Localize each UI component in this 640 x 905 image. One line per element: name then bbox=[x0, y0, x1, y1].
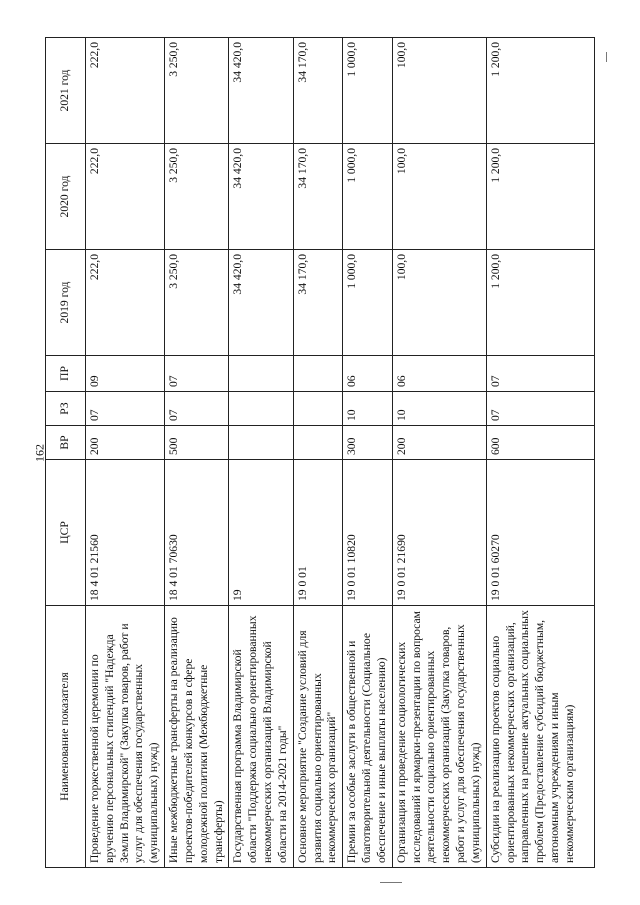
budget-table bbox=[45, 37, 595, 868]
row-csr: 19 bbox=[229, 460, 293, 606]
row-vr: 200 bbox=[392, 426, 486, 460]
table-row bbox=[392, 38, 486, 868]
table-row bbox=[165, 38, 229, 868]
row-rz bbox=[229, 392, 293, 426]
row-csr: 19 0 01 bbox=[293, 460, 342, 606]
row-rz: 10 bbox=[343, 392, 392, 426]
table-row bbox=[229, 38, 293, 868]
row-name: Государственная программа Владимирской области "Поддержка социально ориентированных некоммерческих организаций Владимирской области на 2014-2021 годы" bbox=[229, 606, 293, 868]
row-csr: 18 4 01 21560 bbox=[86, 460, 165, 606]
row-vr: 600 bbox=[486, 426, 594, 460]
row-vr: 200 bbox=[86, 426, 165, 460]
row-2021: 100,0 bbox=[392, 38, 486, 144]
row-2021: 3 250,0 bbox=[165, 38, 229, 144]
row-rz bbox=[293, 392, 342, 426]
row-csr: 19 0 01 60270 bbox=[486, 460, 594, 606]
row-2021: 34 420,0 bbox=[229, 38, 293, 144]
table-row bbox=[343, 38, 392, 868]
row-2019: 100,0 bbox=[392, 250, 486, 356]
row-2021: 1 000,0 bbox=[343, 38, 392, 144]
row-csr: 19 0 01 10820 bbox=[343, 460, 392, 606]
row-2019: 3 250,0 bbox=[165, 250, 229, 356]
col-header-name: Наименование показателя bbox=[46, 606, 86, 868]
row-2020: 100,0 bbox=[392, 144, 486, 250]
row-2020: 1 200,0 bbox=[486, 144, 594, 250]
col-header-csr: ЦСР bbox=[46, 460, 86, 606]
row-pr bbox=[293, 356, 342, 392]
row-name: Субсидии на реализацию проектов социально ориентированных некоммерческих организаций, направленных на решение актуальных социальных проблем (Предоставление субсидий бюджетным, автономным учреждениям и иным некоммерческим организациям) bbox=[486, 606, 594, 868]
row-2020: 34 170,0 bbox=[293, 144, 342, 250]
row-rz: 10 bbox=[392, 392, 486, 426]
row-pr: 07 bbox=[486, 356, 594, 392]
row-vr: 500 bbox=[165, 426, 229, 460]
row-name: Иные межбюджетные трансферты на реализацию проектов-победителей конкурсов в сфере молодежной политики (Межбюджетные трансферты) bbox=[165, 606, 229, 868]
col-header-2021: 2021 год bbox=[46, 38, 86, 144]
page-number: 162 bbox=[32, 444, 47, 462]
row-csr: 18 4 01 70630 bbox=[165, 460, 229, 606]
row-vr: 300 bbox=[343, 426, 392, 460]
row-2019: 222,0 bbox=[86, 250, 165, 356]
col-header-2020: 2020 год bbox=[46, 144, 86, 250]
row-csr: 19 0 01 21690 bbox=[392, 460, 486, 606]
table-row bbox=[293, 38, 342, 868]
row-rz: 07 bbox=[165, 392, 229, 426]
row-pr: 07 bbox=[165, 356, 229, 392]
row-name: Основное мероприятие "Создание условий для развития социально ориентированных некоммерческих организаций" bbox=[293, 606, 342, 868]
row-pr: 06 bbox=[392, 356, 486, 392]
col-header-vr: ВР bbox=[46, 426, 86, 460]
row-2020: 34 420,0 bbox=[229, 144, 293, 250]
col-header-pr: ПР bbox=[46, 356, 86, 392]
table-header-row bbox=[46, 38, 86, 868]
row-2021: 1 200,0 bbox=[486, 38, 594, 144]
row-2019: 34 420,0 bbox=[229, 250, 293, 356]
scan-speck bbox=[606, 52, 607, 62]
row-2021: 222,0 bbox=[86, 38, 165, 144]
row-pr bbox=[229, 356, 293, 392]
row-name: Организация и проведение социологических исследований и ярмарки-презентации по вопросам деятельности социально ориентированных некоммерческих организаций (Закупка товаров, работ и услуг для обеспечения государственных (муниципальных) нужд) bbox=[392, 606, 486, 868]
row-pr: 06 bbox=[343, 356, 392, 392]
rotated-page bbox=[45, 38, 595, 868]
row-2020: 222,0 bbox=[86, 144, 165, 250]
row-rz: 07 bbox=[486, 392, 594, 426]
row-2019: 1 200,0 bbox=[486, 250, 594, 356]
scan-speck bbox=[380, 882, 402, 883]
row-name: Проведение торжественной церемонии по вручению персональных стипендий "Надежда Земли Владимирской" (Закупка товаров, работ и услуг для обеспечения государственных (муниципальных) нужд) bbox=[86, 606, 165, 868]
row-vr bbox=[293, 426, 342, 460]
col-header-2019: 2019 год bbox=[46, 250, 86, 356]
row-2020: 3 250,0 bbox=[165, 144, 229, 250]
col-header-rz: РЗ bbox=[46, 392, 86, 426]
row-2019: 1 000,0 bbox=[343, 250, 392, 356]
row-pr: 09 bbox=[86, 356, 165, 392]
row-2019: 34 170,0 bbox=[293, 250, 342, 356]
row-name: Премии за особые заслуги в общественной и благотворительной деятельности (Социальное обеспечение и иные выплаты населению) bbox=[343, 606, 392, 868]
row-vr bbox=[229, 426, 293, 460]
table-row bbox=[486, 38, 594, 868]
row-2020: 1 000,0 bbox=[343, 144, 392, 250]
row-rz: 07 bbox=[86, 392, 165, 426]
row-2021: 34 170,0 bbox=[293, 38, 342, 144]
table-row bbox=[86, 38, 165, 868]
